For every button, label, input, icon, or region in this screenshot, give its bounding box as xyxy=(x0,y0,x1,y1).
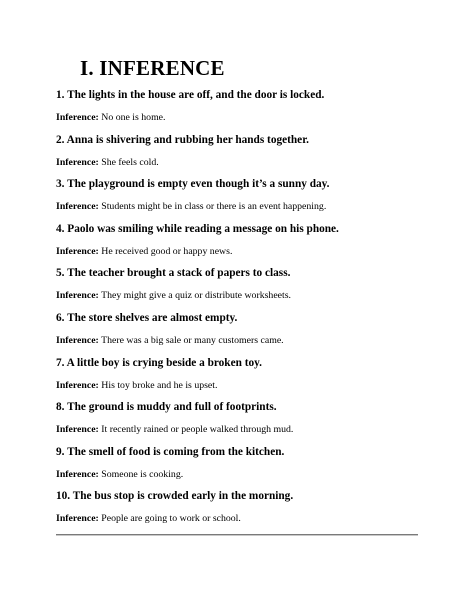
inference-label: Inference: xyxy=(56,245,99,257)
inference-answer xyxy=(56,111,436,124)
inference-label: Inference: xyxy=(56,156,99,168)
inference-text: They might give a quiz or distribute worksheets. xyxy=(101,290,292,302)
inference-label: Inference: xyxy=(56,290,99,302)
inference-answer xyxy=(56,289,436,302)
question-text: 9. The smell of food is coming from the kitchen. xyxy=(56,445,285,458)
inference-text: He received good or happy news. xyxy=(101,245,233,257)
inference-label: Inference: xyxy=(56,334,99,346)
inference-answer xyxy=(56,379,436,392)
inference-label: Inference: xyxy=(56,201,99,213)
inference-answer xyxy=(56,334,436,347)
question-text: 2. Anna is shivering and rubbing her hands together. xyxy=(56,133,309,146)
inference-answer xyxy=(56,423,436,436)
inference-text: No one is home. xyxy=(101,112,166,123)
list-item xyxy=(56,356,436,401)
list-item xyxy=(56,88,436,133)
inference-label: Inference: xyxy=(56,112,99,123)
inference-text: There was a big sale or many customers came. xyxy=(101,334,284,346)
list-item xyxy=(56,133,436,178)
question-text: 4. Paolo was smiling while reading a message on his phone. xyxy=(56,222,339,235)
list-item xyxy=(56,266,436,311)
inference-answer xyxy=(56,512,436,525)
question-text: 6. The store shelves are almost empty. xyxy=(56,311,238,324)
inference-text: It recently rained or people walked through mud. xyxy=(101,424,294,436)
question-text: 10. The bus stop is crowded early in the morning. xyxy=(56,490,294,503)
list-item xyxy=(56,445,436,490)
question-text: 1. The lights in the house are off, and the door is locked. xyxy=(56,89,325,101)
question-text: 8. The ground is muddy and full of footprints. xyxy=(56,401,277,414)
question-text: 3. The playground is empty even though it’s a sunny day. xyxy=(56,178,330,191)
inference-label: Inference: xyxy=(56,424,99,436)
inference-answer xyxy=(56,245,436,258)
inference-answer xyxy=(56,156,436,169)
bottom-divider xyxy=(56,534,418,536)
inference-text: She feels cold. xyxy=(101,156,159,168)
inference-text: His toy broke and he is upset. xyxy=(101,379,218,391)
list-item xyxy=(56,177,436,222)
inference-text: Students might be in class or there is an event happening. xyxy=(101,201,327,213)
inference-label: Inference: xyxy=(56,468,99,480)
list-item xyxy=(56,222,436,267)
page-title: I. INFERENCE xyxy=(80,56,225,80)
inference-text: People are going to work or school. xyxy=(101,513,241,525)
list-item xyxy=(56,400,436,445)
inference-answer xyxy=(56,468,436,481)
inference-text: Someone is cooking. xyxy=(101,468,184,480)
inference-label: Inference: xyxy=(56,513,99,525)
inference-list xyxy=(56,88,436,534)
list-item xyxy=(56,489,436,534)
inference-label: Inference: xyxy=(56,379,99,391)
list-item xyxy=(56,311,436,356)
question-text: 5. The teacher brought a stack of papers to class. xyxy=(56,267,291,280)
question-text: 7. A little boy is crying beside a broken toy. xyxy=(56,356,262,369)
inference-answer xyxy=(56,200,436,213)
